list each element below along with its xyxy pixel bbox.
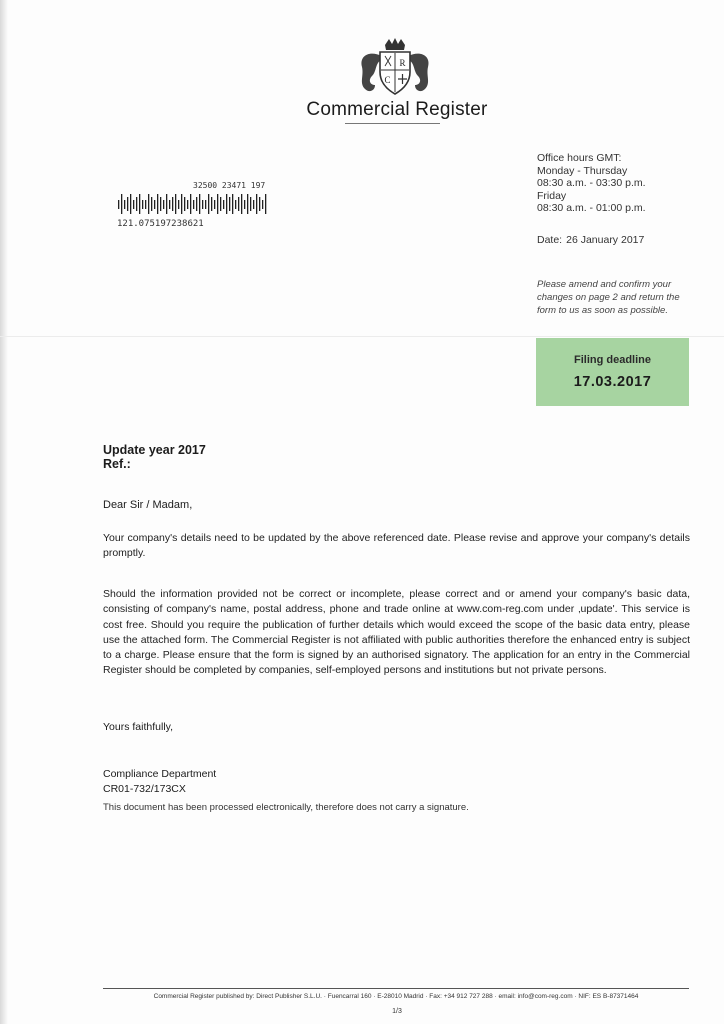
amend-note: Please amend and confirm your changes on page 2 and return the form to us as soon as possible. [537,279,680,316]
barcode-icon [117,194,269,214]
barcode-numbers: 32500 23471 197 [193,181,266,190]
title-underline [345,123,440,124]
office-hours-time-2: 08:30 a.m. - 01:00 p.m. [537,202,646,214]
subject-line [103,443,206,471]
department-name: Compliance Department [103,768,217,780]
electronic-notice: This document has been processed electronically, therefore does not carry a signature. [103,802,469,813]
body-paragraph-2: Should the information provided not be correct or incomplete, please correct and or amend your company's basic data, consisting of company's name, postal address, phone and trade online at www.com-reg.com under ‚update'. This service is cost free. Should you require the publication of further details which would exceed the scope of the basic data entry, please use the attached form. The Commercial Register is not affiliated with public authorities therefore the enhanced entry is subject to a charge. Please ensure that the form is signed by an authorised signatory. The application for an entry in the Commercial Register should be completed by companies, self-employed persons and institutions but not private persons. [103,588,690,677]
filing-deadline-label: Filing deadline [573,354,651,366]
office-hours-title: Office hours GMT: [537,152,622,164]
letter-date [537,234,644,246]
office-hours [537,152,646,215]
salutation: Dear Sir / Madam, [103,499,193,511]
date-value: 26 January 2017 [566,234,645,246]
office-hours-time-1: 08:30 a.m. - 03:30 p.m. [537,177,646,189]
organization-title: Commercial Register [306,99,488,120]
footer-text: Commercial Register published by: Direct Publisher S.L.U. · Fuencarral 160 · E-28010 Madrid · Fax: +34 912 727 288 · email: info@com-reg.com · NIF: ES B-87371464 [153,993,639,1000]
filing-deadline-box [536,338,689,406]
subject-title: Update year 2017 [103,443,206,457]
signature-block [103,767,216,797]
crest-letter-c: C [384,75,391,85]
department-reference: CR01-732/173CX [103,783,186,795]
crest-logo-icon [355,36,435,98]
barcode-code: 121.075197238621 [117,219,204,229]
office-hours-days-2: Friday [537,189,567,202]
office-hours-days-1: Monday - Thursday [537,164,628,177]
crest-letter-r: R [399,58,406,68]
date-label: Date: [537,234,563,246]
footer-divider [103,988,689,989]
filing-deadline-date: 17.03.2017 [573,374,652,390]
closing: Yours faithfully, [103,721,174,733]
page-number: 1/3 [392,1008,402,1015]
subject-ref: Ref.: [103,457,131,471]
body-paragraph-1: Your company's details need to be updated by the above referenced date. Please revise and approve your company's details promptly. [103,532,690,560]
fold-line [0,336,724,337]
